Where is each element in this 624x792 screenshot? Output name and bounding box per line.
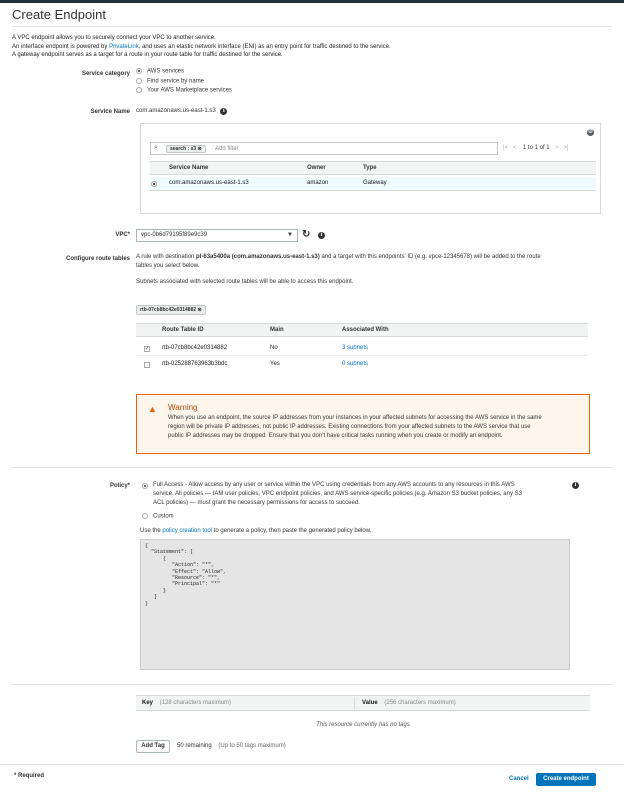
service-name-value: com.amazonaws.us-east-1.s3 i	[136, 108, 227, 115]
service-name-label: Service Name	[90, 109, 130, 115]
warning-title: Warning	[168, 403, 198, 412]
next-page-icon[interactable]: >	[555, 145, 559, 151]
radio-button[interactable]	[136, 87, 142, 93]
vpc-label: VPC*	[115, 232, 130, 238]
service-table-panel	[140, 123, 601, 214]
top-bar	[0, 0, 624, 3]
warning-icon: ▲	[148, 404, 157, 414]
intro-text: A VPC endpoint allows you to securely connect your VPC to another service. An interface endpoint is powered by PrivateLink, and uses an elastic network interface (ENI) as an entry point for traffic destined to the service. A gateway endpoint serves as a target for a route in your route table for traffic destined for the service.	[12, 35, 391, 58]
warning-text: When you use an endpoint, the source IP addresses from your instances in your affected subnets for accessing the AWS service in the same region will be private IP addresses, not public IP addresses. Existing connections from your affected subnets to the AWS service that use public IP addresses may be dropped. Ensure that you don't have critical tasks running when you create or modify an endpoint.	[168, 415, 542, 439]
pagination	[503, 145, 569, 151]
full-access-option[interactable]: Full Access - Allow access by any user or service within the VPC using credentials from any AWS accounts to any resources in this AWS service. All policies — IAM user policies, VPC endpoint policies, and AWS service-specific policies (e.g. Amazon S3 bucket policies, any S3 ACL policies) — must grant the necessary permissions for access to succeed.	[142, 481, 562, 508]
footer-divider	[0, 764, 624, 765]
add-tag-button[interactable]: Add Tag	[136, 740, 170, 753]
chevron-down-icon: ▼	[287, 232, 293, 238]
radio-find-service[interactable]: Find service by name	[136, 78, 204, 85]
route-tables-description: A rule with destination pl-63a5400a (com.amazonaws.us-east-1.s3) and a target with this endpoints' ID (e.g. vpce-12345678) will be added to the route tables you select below.	[136, 254, 541, 269]
prev-page-icon[interactable]: <	[512, 145, 517, 151]
policy-label: Policy*	[109, 483, 130, 489]
route-tables-label: Configure route tables	[65, 256, 130, 262]
privatelink-link[interactable]: PrivateLink	[109, 43, 139, 50]
add-filter-input[interactable]: Add filter	[215, 146, 239, 152]
subnets-link[interactable]: 3 subnets	[342, 345, 369, 351]
create-endpoint-button[interactable]: Create endpoint	[536, 773, 596, 786]
table-row[interactable]: ✓ rtb-07cb8bc42e0314882 No 3 subnets	[136, 342, 588, 356]
service-table-header: Service Name Owner Type	[150, 161, 596, 175]
radio-button[interactable]	[136, 68, 142, 74]
page-title: Create Endpoint	[12, 7, 106, 22]
warning-alert	[136, 394, 590, 454]
radio-button[interactable]	[136, 78, 142, 84]
route-table-header: Route Table ID Main Associated With	[136, 323, 588, 337]
custom-option[interactable]: Custom	[142, 513, 174, 520]
policy-creation-tool-link[interactable]: policy creation tool	[162, 528, 213, 534]
policy-textarea[interactable]: { "Statement": [ { "Action": "*", "Effect": "Allow", "Resource": "*", "Principal": "*" } ] }	[140, 539, 570, 670]
policy-hint: Use the policy creation tool to generate a policy, then paste the generated policy below.	[140, 528, 372, 534]
radio-button[interactable]	[142, 483, 148, 489]
info-icon[interactable]: i	[572, 482, 579, 489]
tags-header: Key (128 characters maximum) Value (256 characters maximum)	[136, 695, 590, 711]
table-row[interactable]: com.amazonaws.us-east-1.s3 amazon Gateway	[150, 177, 596, 191]
vpc-select[interactable]: vpc-0b6d79195f89e9c39 ▼	[136, 229, 298, 242]
subnets-note: Subnets associated with selected route tables will be able to access this endpoint.	[136, 279, 354, 285]
row-radio[interactable]	[151, 181, 157, 187]
filter-chip[interactable]: search : s3 ⊗	[166, 145, 206, 153]
subnets-link[interactable]: 0 subnets	[342, 361, 369, 367]
page-count: 1 to 1 of 1	[522, 145, 550, 151]
required-note: * Required	[14, 773, 45, 779]
radio-button[interactable]	[142, 513, 148, 519]
search-icon: ⌕	[154, 144, 158, 151]
last-page-icon[interactable]: >|	[563, 145, 569, 151]
section-divider	[12, 684, 612, 685]
row-checkbox[interactable]	[144, 362, 150, 368]
route-table-chip[interactable]: rtb-07cb8bc42e0314882 ⊗	[136, 305, 206, 315]
section-divider	[12, 467, 612, 468]
gear-icon[interactable]: ⚙	[587, 129, 594, 135]
tags-remaining: 50 remaining (Up to 50 tags maximum)	[177, 743, 286, 749]
info-icon[interactable]: i	[318, 232, 325, 239]
row-checkbox[interactable]: ✓	[145, 346, 150, 352]
search-filter-bar[interactable]	[150, 142, 498, 155]
service-category-label: Service category	[81, 71, 130, 77]
radio-aws-services[interactable]: AWS services	[136, 68, 184, 75]
refresh-icon[interactable]: ↻	[302, 229, 311, 240]
radio-marketplace[interactable]: Your AWS Marketplace services	[136, 87, 232, 94]
info-icon[interactable]: i	[220, 108, 227, 115]
no-tags-message: This resource currently has no tags	[316, 722, 410, 728]
cancel-button[interactable]: Cancel	[509, 776, 529, 782]
first-page-icon[interactable]: |<	[503, 145, 509, 151]
title-divider	[12, 26, 612, 27]
table-row[interactable]: rtb-025288763963b3bdc Yes 0 subnets	[136, 358, 588, 372]
